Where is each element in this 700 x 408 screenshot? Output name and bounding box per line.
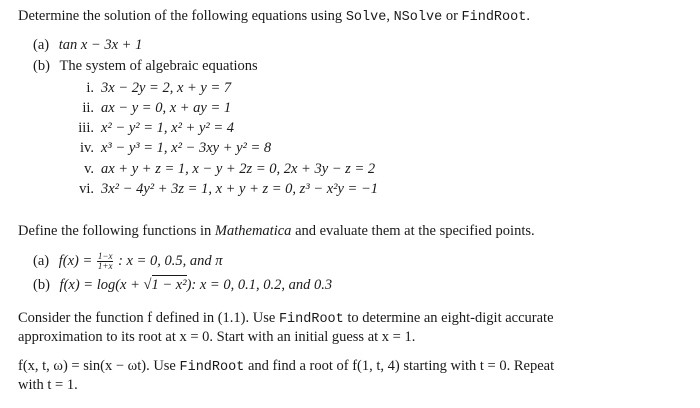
q1-cmd-solve: Solve [345, 10, 387, 25]
q4-text-b: and find a root of f(1, t, 4) starting with t = 0. Repeat [244, 358, 555, 374]
item-label-vi: vi. [79, 181, 94, 197]
q4-line2: with t = 1. [18, 377, 78, 393]
item-expr-vi: 3x² − 4y² + 3z = 1, x + y + z = 0, z³ − x²y = −1 [101, 181, 378, 197]
item-expr-iv: x³ − y³ = 1, x² − 3xy + y² = 8 [101, 140, 272, 156]
item-expr-v: ax + y + z = 1, x − y + 2z = 0, 2x + 3y − z = 2 [101, 161, 376, 177]
item-expr-iii: x² − y² = 1, x² + y² = 4 [101, 120, 235, 136]
q2-a-fraction [97, 252, 114, 271]
q2-b-rhs: ): x = 0, 0.1, 0.2, and 0.3 [186, 277, 333, 293]
q4-text-a: f(x, t, ω) = sin(x − ωt). Use [18, 358, 180, 374]
q4-line1 [18, 357, 554, 377]
q2-b-label: (b) [33, 277, 50, 293]
q1-a-expr: tan x − 3x + 1 [58, 37, 143, 53]
q1-b-label: (b) [33, 58, 50, 74]
q1-end: . [526, 8, 530, 24]
item-expr-ii: ax − y = 0, x + ay = 1 [101, 100, 232, 116]
q2-part-b [33, 276, 332, 294]
q1-a-label: (a) [33, 37, 50, 53]
q3-line1 [18, 309, 554, 329]
q1-cmd-findroot: FindRoot [461, 10, 527, 25]
q2-part-a [33, 252, 223, 271]
q2-a-denominator: 1+x [97, 261, 113, 272]
q3-cmd-findroot: FindRoot [278, 312, 344, 327]
item-label-v: v. [84, 161, 94, 177]
q3-text-b: to determine an eight-digit accurate [343, 310, 554, 326]
q2-intro-tail: and evaluate them at the specified points. [291, 223, 535, 239]
q1-intro-text: Determine the solution of the following equations using [18, 8, 346, 24]
item-label-ii: ii. [82, 100, 94, 116]
q1-part-b [33, 57, 258, 75]
q2-b-lhs: f(x) = log(x + √ [59, 277, 152, 293]
q4-cmd-findroot: FindRoot [179, 360, 245, 375]
q3-line2: approximation to its root at x = 0. Start with an initial guess at x = 1. [18, 329, 416, 345]
q2-a-rhs: : x = 0, 0.5, and π [118, 253, 223, 269]
item-label-iv: iv. [80, 140, 94, 156]
item-label-i: i. [86, 80, 94, 96]
q2-a-lhs: f(x) = [58, 253, 93, 269]
q2-a-numerator: 1−x [97, 251, 113, 262]
q2-b-radicand: 1 − x² [151, 277, 187, 293]
item-expr-i: 3x − 2y = 2, x + y = 7 [101, 80, 232, 96]
q1-intro [18, 7, 530, 27]
item-label-iii: iii. [78, 120, 94, 136]
q1-cmd-nsolve: NSolve [393, 10, 443, 25]
q1-part-a [33, 36, 142, 54]
q2-intro [18, 222, 535, 240]
q3-text-a: Consider the function f defined in (1.1). Use [18, 310, 279, 326]
q1-sep1: , [386, 8, 394, 24]
q1-b-text: The system of algebraic equations [59, 58, 258, 74]
q2-a-label: (a) [33, 253, 50, 269]
q2-intro-text: Define the following functions in [18, 223, 215, 239]
q1-sep2: or [442, 8, 462, 24]
q2-mathematica: Mathematica [214, 223, 292, 239]
